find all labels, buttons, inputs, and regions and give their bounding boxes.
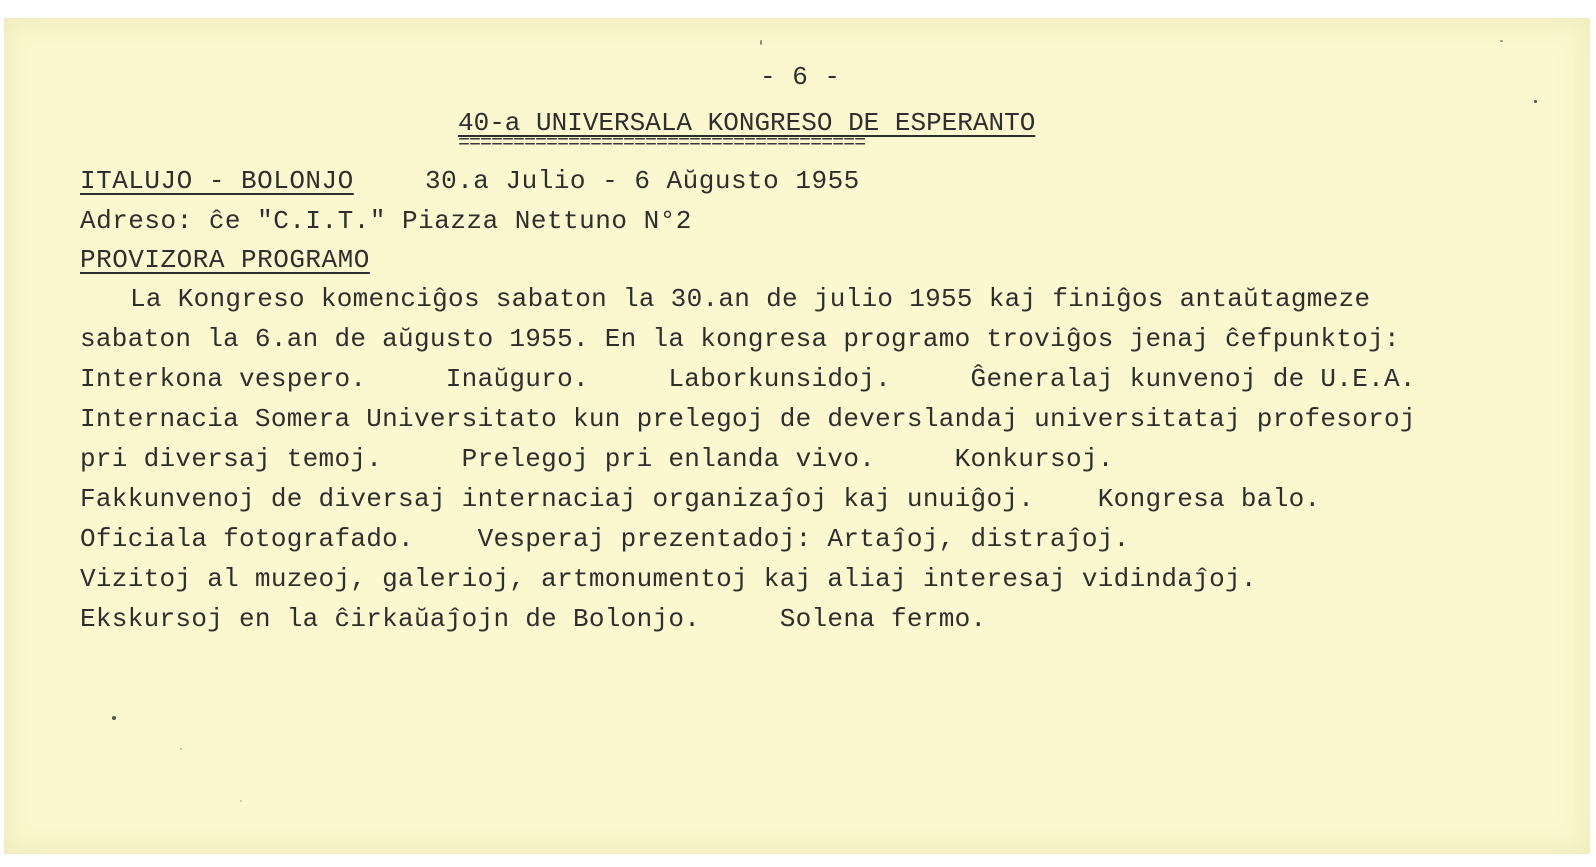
program-line-2: sabaton la 6.an de aŭgusto 1955. En la kongresa programo troviĝos jenaj ĉefpunktoj: bbox=[80, 324, 1400, 354]
paper-speck bbox=[1500, 40, 1503, 42]
program-line-4: Internacia Somera Universitato kun prelegoj de deverslandaj universitataj profesoroj bbox=[80, 404, 1416, 434]
program-line-8: Vizitoj al muzeoj, galerioj, artmonumentoj kaj aliaj interesaj vidindaĵoj. bbox=[80, 564, 1257, 594]
program-line-6: Fakkunvenoj de diversaj internaciaj organizaĵoj kaj unuiĝoj. Kongresa balo. bbox=[80, 484, 1321, 514]
paper-speck bbox=[760, 40, 762, 45]
paper-speck bbox=[180, 748, 182, 750]
paper-speck bbox=[240, 800, 242, 802]
program-heading: PROVIZORA PROGRAMO bbox=[80, 245, 370, 275]
congress-dates: 30.a Julio - 6 Aŭgusto 1955 bbox=[425, 166, 860, 196]
congress-address: Adreso: ĉe "C.I.T." Piazza Nettuno N°2 bbox=[80, 206, 692, 236]
congress-title: 40-a UNIVERSALA KONGRESO DE ESPERANTO bbox=[458, 108, 1036, 138]
program-line-1: La Kongreso komenciĝos sabaton la 30.an de julio 1955 kaj finiĝos antaŭtagmeze bbox=[130, 284, 1371, 314]
program-line-5: pri diversaj temoj. Prelegoj pri enlanda vivo. Konkursoj. bbox=[80, 444, 1114, 474]
page-number: - 6 - bbox=[760, 62, 841, 92]
program-line-3: Interkona vespero. Inaŭguro. Laborkunsidoj. Ĝeneralaj kunvenoj de U.E.A. bbox=[80, 364, 1416, 394]
congress-place: ITALUJO - BOLONJO bbox=[80, 166, 354, 196]
title-double-rule: ===================================== bbox=[458, 132, 866, 155]
paper-speck bbox=[1534, 100, 1537, 103]
program-line-9: Ekskursoj en la ĉirkaŭaĵojn de Bolonjo. Solena fermo. bbox=[80, 604, 987, 634]
program-line-7: Oficiala fotografado. Vesperaj prezentadoj: Artaĵoj, distraĵoj. bbox=[80, 524, 1130, 554]
paper-speck bbox=[112, 716, 116, 720]
